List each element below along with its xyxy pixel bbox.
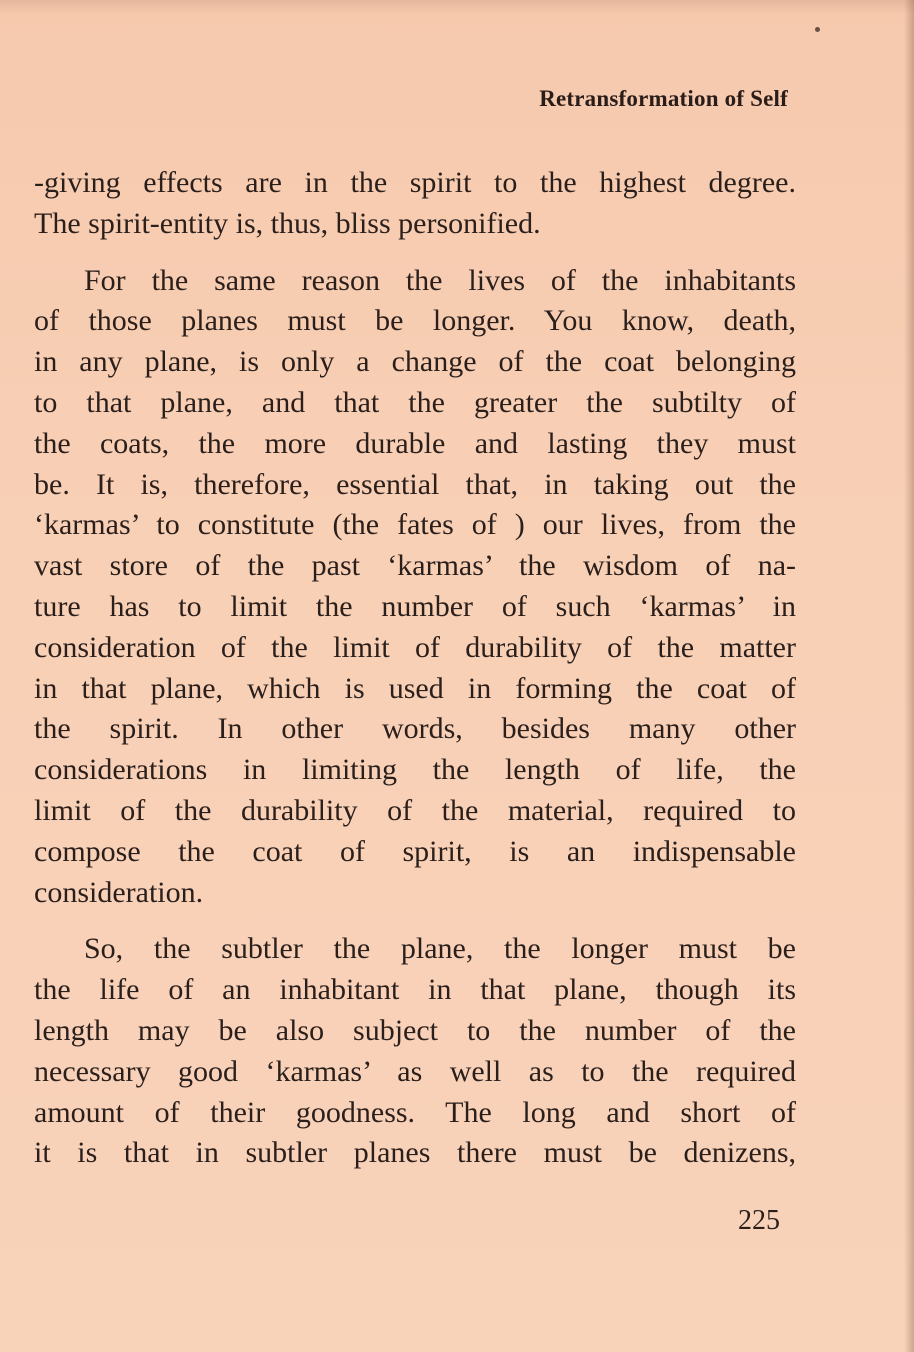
text-line: amount of their goodness. The long and short of xyxy=(34,1095,796,1129)
text-line: -giving effects are in the spirit to the highest degree. xyxy=(34,166,796,199)
text-line: ture has to limit the number of such ‘karmas’ in xyxy=(34,589,796,623)
text-line: necessary good ‘karmas’ as well as to the required xyxy=(34,1054,796,1088)
text-line: the spirit. In other words, besides many other xyxy=(34,712,796,746)
text-line: limit of the durability of the material, required to xyxy=(34,793,796,827)
text-line: For the same reason the lives of the inhabitants xyxy=(84,263,796,297)
paragraph-gap xyxy=(34,913,796,929)
paragraph-gap xyxy=(34,245,796,261)
text-line: be. It is, therefore, essential that, in taking out the xyxy=(34,467,796,501)
text-line: considerations in limiting the length of life, the xyxy=(34,753,796,787)
running-header: Retransformation of Self xyxy=(539,86,788,111)
text-line: So, the subtler the plane, the longer must be xyxy=(84,932,796,966)
paragraph xyxy=(34,261,796,914)
text-line: in that plane, which is used in forming the coat of xyxy=(34,671,796,705)
text-line: compose the coat of spirit, is an indispensable xyxy=(34,834,796,868)
paper-speck xyxy=(815,27,820,32)
page-top-shadow xyxy=(0,0,914,14)
text-line: vast store of the past ‘karmas’ the wisdom of na- xyxy=(34,549,796,583)
text-line: in any plane, is only a change of the coat belonging xyxy=(34,345,796,379)
text-line: consideration. xyxy=(34,875,204,909)
text-line: it is that in subtler planes there must be denizens, xyxy=(34,1136,796,1170)
paragraph xyxy=(34,929,796,1174)
text-line: The spirit-entity is, thus, bliss personified. xyxy=(34,206,541,240)
text-line: consideration of the limit of durability of the matter xyxy=(34,630,796,664)
page-edge-shadow xyxy=(904,0,914,1352)
text-line: of those planes must be longer. You know, death, xyxy=(34,304,796,338)
text-line: to that plane, and that the greater the subtilty of xyxy=(34,385,796,419)
text-line: the coats, the more durable and lasting they must xyxy=(34,426,796,460)
paragraph xyxy=(34,163,796,245)
page-body xyxy=(34,163,796,1174)
text-line: the life of an inhabitant in that plane, though its xyxy=(34,973,796,1007)
text-line: length may be also subject to the number of the xyxy=(34,1013,796,1047)
page-number: 225 xyxy=(738,1205,780,1236)
text-line: ‘karmas’ to constitute (the fates of ) our lives, from the xyxy=(34,508,796,542)
